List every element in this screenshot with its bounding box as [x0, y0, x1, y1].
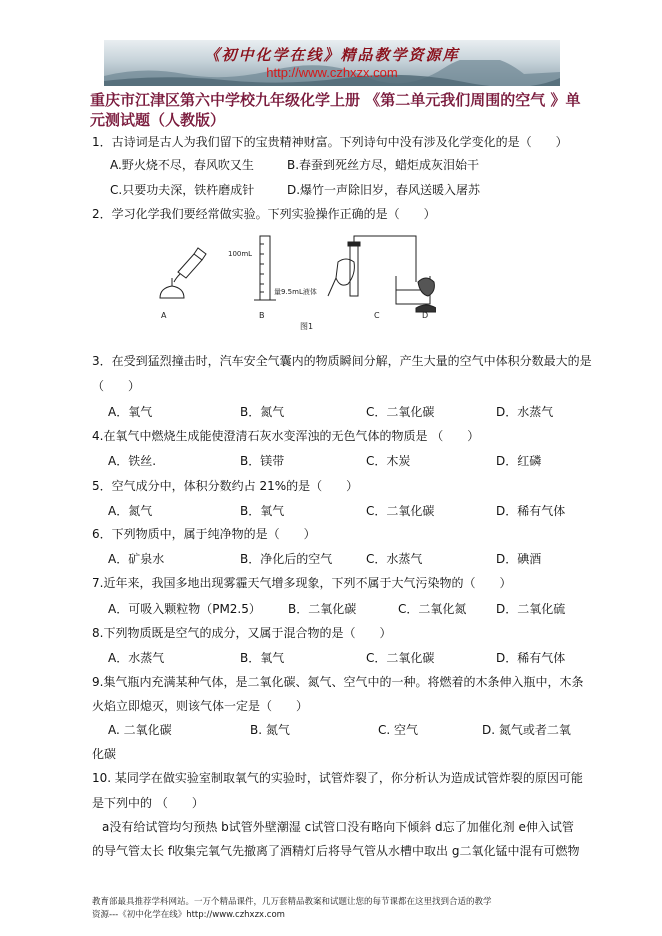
question-7-stem: 7.近年来，我国多地出现雾霾天气增多现象，下列不属于大气污染物的（ ）	[92, 576, 512, 590]
question-6-stem: 6．下列物质中，属于纯净物的是（ ）	[92, 527, 316, 541]
question-1-option-b: B.春蚕到死丝方尽，蜡炬成灰泪始干	[287, 158, 480, 172]
question-6-option-b: B．净化后的空气	[240, 552, 333, 566]
question-1-option-c: C.只要功夫深，铁杵磨成针	[110, 183, 255, 197]
adding-solid-icon	[416, 278, 436, 312]
question-5-option-b: B．氧气	[240, 504, 285, 518]
question-4-option-a: A．铁丝.	[108, 454, 157, 468]
question-7-option-a: A．可吸入颗粒物（PM2.5）	[108, 602, 261, 616]
banner-url[interactable]: http://www.czhxzx.com	[266, 65, 398, 80]
experiment-figure	[150, 232, 436, 332]
question-4-option-c: C．木炭	[366, 454, 411, 468]
question-3-stem-line1: 3．在受到猛烈撞击时，汽车安全气囊内的物质瞬间分解，产生大量的空气中体积分数最大的是	[92, 354, 592, 368]
question-9-option-a: A. 二氧化碳	[108, 723, 172, 737]
question-1-option-a: A.野火烧不尽，春风吹又生	[110, 158, 254, 172]
question-10-reasons-line1: a没有给试管均匀预热 b试管外壁潮湿 c试管口没有略向下倾斜 d忘了加催化剂 e伸入试管	[102, 820, 574, 834]
question-4-option-d: D．红磷	[496, 454, 542, 468]
cylinder-note-label: 量9.5mL液体	[274, 288, 317, 296]
question-7-option-d: D．二氧化硫	[496, 602, 566, 616]
question-4-stem: 4.在氧气中燃烧生成能使澄清石灰水变浑浊的无色气体的物质是 （ ）	[92, 429, 480, 443]
question-9-option-b: B. 氮气	[250, 723, 290, 737]
footer-line-2: 资源---《初中化学在线》http://www.czhxzx.com	[92, 910, 285, 920]
question-5-option-d: D．稀有气体	[496, 504, 566, 518]
question-6-option-c: C．水蒸气	[366, 552, 423, 566]
question-1-stem: 1．古诗词是古人为我们留下的宝贵精神财富。下列诗句中没有涉及化学变化的是（ ）	[92, 135, 568, 149]
question-9-option-d-continued: 化碳	[92, 747, 117, 761]
question-10-stem-line1: 10. 某同学在做实验室制取氧气的实验时，试管炸裂了，你分析认为造成试管炸裂的原因可能	[92, 771, 583, 785]
question-3-option-a: A．氧气	[108, 405, 153, 419]
question-5-option-a: A．氮气	[108, 504, 153, 518]
figure-label-d: D	[422, 311, 429, 320]
question-3-option-d: D．水蒸气	[496, 405, 554, 419]
footer-line-1: 教育部最具推荐学科网站。一万个精品课件，几万套精品教案和试题让您的每节课都在这里找到合适的教学	[92, 897, 492, 907]
question-8-stem: 8.下列物质既是空气的成分，又属于混合物的是（ ）	[92, 626, 392, 640]
question-9-stem-line2: 火焰立即熄灭，则该气体一定是（ ）	[92, 699, 309, 713]
question-3-option-b: B．氮气	[240, 405, 285, 419]
question-6-option-a: A．矿泉水	[108, 552, 165, 566]
question-9-option-d: D. 氮气或者二氧	[482, 723, 571, 737]
question-7-option-c: C．二氧化氮	[398, 602, 467, 616]
figure-label-b: B	[259, 311, 265, 320]
question-5-stem: 5．空气成分中，体积分数约占 21%的是（ ）	[92, 479, 359, 493]
question-8-option-d: D．稀有气体	[496, 651, 566, 665]
question-5-option-c: C．二氧化碳	[366, 504, 435, 518]
question-10-reasons-line2: 的导气管太长 f收集完氧气先撤离了酒精灯后将导气管从水槽中取出 g二氧化锰中混有可燃物	[92, 844, 580, 858]
figure-label-a: A	[161, 311, 167, 320]
cylinder-top-label: 100mL	[228, 250, 253, 258]
question-6-option-d: D．碘酒	[496, 552, 542, 566]
question-10-stem-line2: 是下列中的 （ ）	[92, 796, 204, 810]
graduated-cylinder-icon	[254, 236, 276, 300]
banner-title: 《初中化学在线》精品教学资源库	[204, 46, 460, 64]
question-7-option-b: B．二氧化碳	[288, 602, 357, 616]
question-8-option-c: C．二氧化碳	[366, 651, 435, 665]
question-9-option-c: C. 空气	[378, 723, 419, 737]
question-8-option-a: A．水蒸气	[108, 651, 165, 665]
question-4-option-b: B．镁带	[240, 454, 285, 468]
question-8-option-b: B．氧气	[240, 651, 285, 665]
alcohol-lamp-pouring-icon	[160, 248, 206, 298]
gas-tightness-check-icon	[328, 236, 430, 304]
figure-label-c: C	[374, 311, 380, 320]
page-title: 重庆市江津区第六中学校九年级化学上册 《第二单元我们周围的空气 》单元测试题（人教版）	[90, 91, 581, 129]
page-footer	[92, 896, 592, 922]
question-3-option-c: C．二氧化碳	[366, 405, 435, 419]
question-1-option-d: D.爆竹一声除旧岁，春风送暖入屠苏	[287, 183, 481, 197]
question-2-stem: 2．学习化学我们要经常做实验。下列实验操作正确的是（ ）	[92, 207, 436, 221]
question-3-stem-line2: （ ）	[92, 379, 141, 393]
lab-apparatus-diagram	[150, 232, 436, 332]
question-9-stem-line1: 9.集气瓶内充满某种气体，是二氧化碳、氮气、空气中的一种。将燃着的木条伸入瓶中，木条	[92, 675, 584, 689]
site-banner	[104, 40, 560, 86]
figure-caption: 图1	[300, 322, 314, 331]
